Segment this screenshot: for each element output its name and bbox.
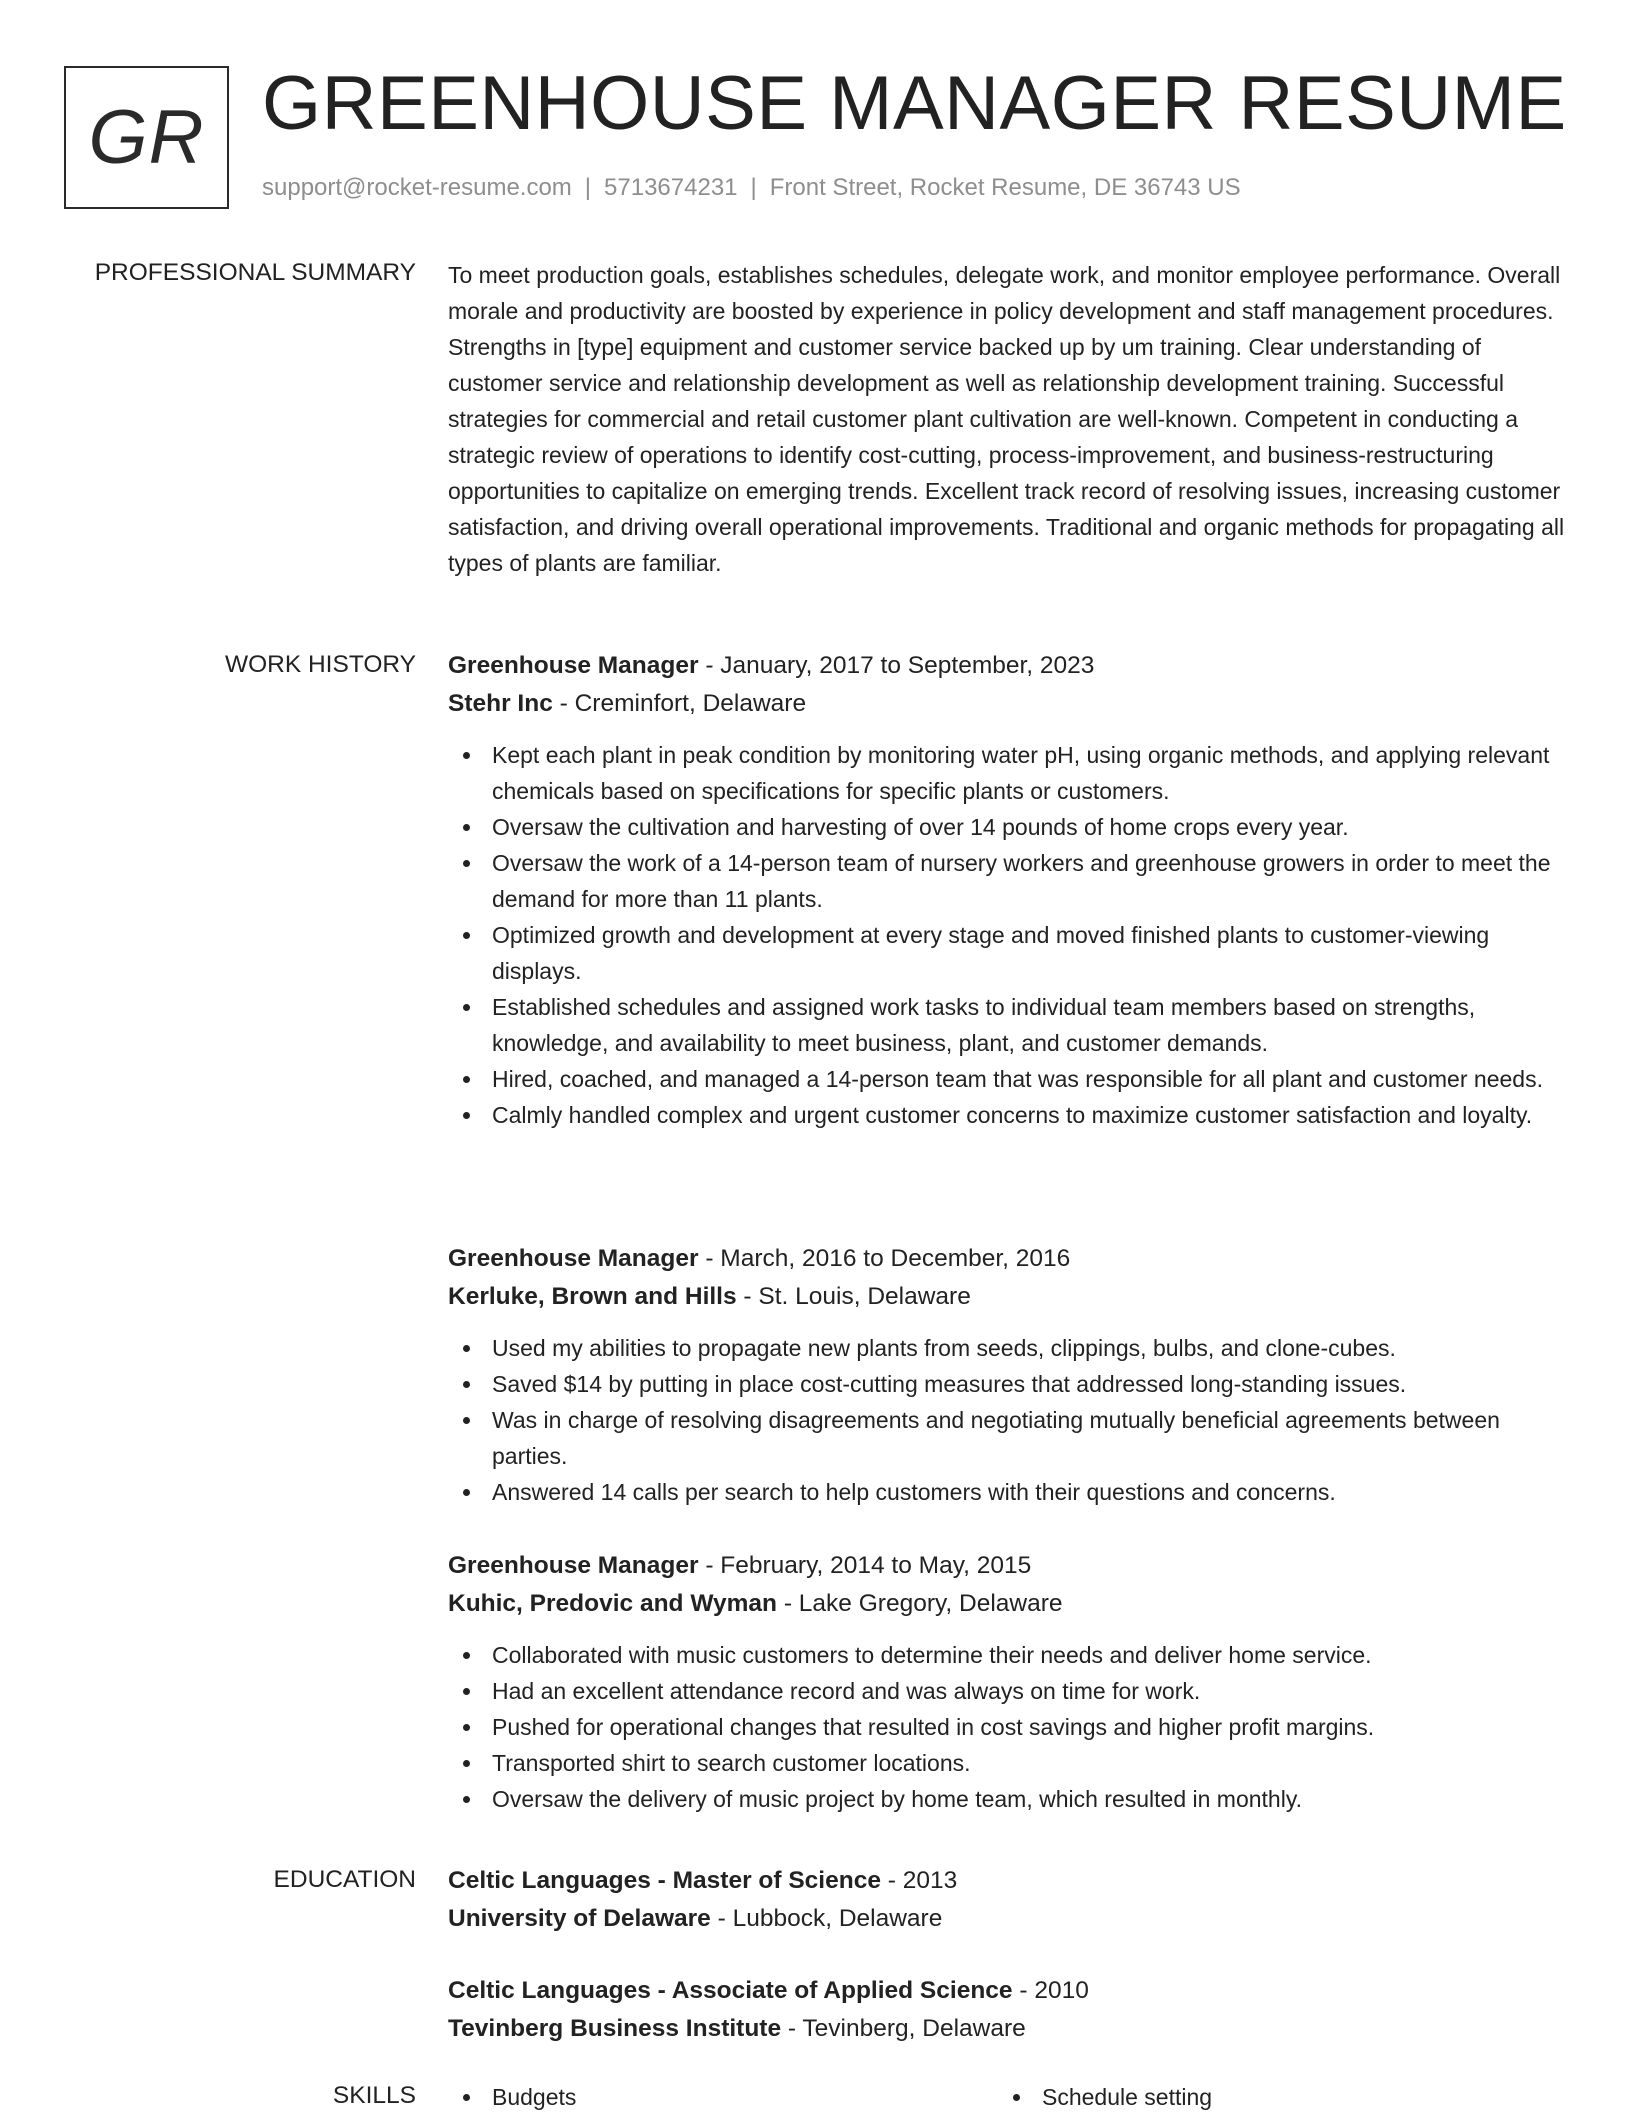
- skills-list-right: [998, 2079, 1548, 2112]
- job-title-line: [448, 1547, 1568, 1585]
- school-name: Tevinberg Business Institute: [448, 2015, 782, 2042]
- job-dates: - January, 2017 to September, 2023: [698, 652, 1095, 679]
- education-entry: [448, 1862, 1568, 1938]
- list-item: Calmly handled complex and urgent customer concerns to maximize customer satisfaction and loyalty.: [448, 1097, 1568, 1133]
- job-company-line: [448, 1585, 1568, 1623]
- contact-email[interactable]: support@rocket-resume.com: [262, 174, 572, 201]
- job-title: Greenhouse Manager: [448, 1552, 699, 1579]
- contact-separator: |: [584, 174, 592, 201]
- job-location: - St. Louis, Delaware: [736, 1283, 971, 1310]
- contact-line: [262, 174, 1241, 202]
- contact-address: Front Street, Rocket Resume, DE 36743 US: [769, 174, 1241, 201]
- degree-year: - 2010: [1012, 1977, 1089, 2004]
- job-bullets: [448, 1637, 1568, 1817]
- job-title-line: [448, 647, 1568, 685]
- job-company-line: [448, 685, 1568, 723]
- list-item: Used my abilities to propagate new plants from seeds, clippings, bulbs, and clone-cubes.: [448, 1330, 1568, 1366]
- skills-list-left: [448, 2079, 998, 2112]
- list-item: Oversaw the work of a 14-person team of nursery workers and greenhouse growers in order to meet the demand for more than 11 plants.: [448, 845, 1568, 917]
- list-item: Oversaw the cultivation and harvesting of over 14 pounds of home crops every year.: [448, 809, 1568, 845]
- list-item: Optimized growth and development at every stage and moved finished plants to customer-viewing displays.: [448, 917, 1568, 989]
- list-item: Kept each plant in peak condition by monitoring water pH, using organic methods, and applying relevant chemicals based on specifications for specific plants or customers.: [448, 737, 1568, 809]
- education-entry: [448, 1972, 1568, 2048]
- list-item: Oversaw the delivery of music project by home team, which resulted in monthly.: [448, 1781, 1568, 1817]
- school-location: - Lubbock, Delaware: [710, 1905, 943, 1932]
- list-item: Answered 14 calls per search to help customers with their questions and concerns.: [448, 1474, 1568, 1510]
- school-location: - Tevinberg, Delaware: [781, 2015, 1026, 2042]
- job-entry: [448, 1547, 1568, 1817]
- job-title: Greenhouse Manager: [448, 1245, 699, 1272]
- monogram-logo: GR: [64, 66, 229, 209]
- skill-item: Budgets: [448, 2079, 998, 2112]
- job-company: Stehr Inc: [448, 690, 553, 717]
- skills-columns: [448, 2079, 1568, 2112]
- job-company: Kerluke, Brown and Hills: [448, 1283, 737, 1310]
- job-location: - Lake Gregory, Delaware: [777, 1590, 1063, 1617]
- job-title: Greenhouse Manager: [448, 652, 699, 679]
- degree-name: Celtic Languages - Master of Science: [448, 1867, 881, 1894]
- job-dates: - March, 2016 to December, 2016: [698, 1245, 1071, 1272]
- job-bullets: [448, 1330, 1568, 1510]
- section-label-education: EDUCATION: [273, 1866, 416, 1893]
- resume-title: GREENHOUSE MANAGER RESUME: [262, 61, 1567, 146]
- job-entry: [448, 647, 1568, 1133]
- job-bullets: [448, 737, 1568, 1133]
- list-item: Was in charge of resolving disagreements and negotiating mutually beneficial agreements between parties.: [448, 1402, 1568, 1474]
- job-entry: [448, 1240, 1568, 1510]
- job-title-line: [448, 1240, 1568, 1278]
- school-line: [448, 1900, 1568, 1938]
- resume-header: [64, 61, 1567, 212]
- list-item: Saved $14 by putting in place cost-cutting measures that addressed long-standing issues.: [448, 1366, 1568, 1402]
- job-company-line: [448, 1278, 1568, 1316]
- school-line: [448, 2010, 1568, 2048]
- job-dates: - February, 2014 to May, 2015: [698, 1552, 1032, 1579]
- degree-line: [448, 1862, 1568, 1900]
- section-label-summary: PROFESSIONAL SUMMARY: [94, 259, 416, 286]
- list-item: Transported shirt to search customer locations.: [448, 1745, 1568, 1781]
- skill-item: Schedule setting: [998, 2079, 1548, 2112]
- section-label-work-history: WORK HISTORY: [224, 651, 416, 678]
- school-name: University of Delaware: [448, 1905, 711, 1932]
- contact-phone[interactable]: 5713674231: [604, 174, 738, 201]
- list-item: Established schedules and assigned work tasks to individual team members based on strengths, knowledge, and availability to meet business, plant, and customer demands.: [448, 989, 1568, 1061]
- degree-year: - 2013: [880, 1867, 958, 1894]
- contact-separator: |: [750, 174, 757, 201]
- list-item: Hired, coached, and managed a 14-person team that was responsible for all plant and customer needs.: [448, 1061, 1568, 1097]
- summary-text: To meet production goals, establishes schedules, delegate work, and monitor employee performance. Overall morale and productivity are boosted by experience in policy development and staff management procedures. Strengths in [type] equipment and customer service backed up by um training. Clear understanding of customer service and relationship development as well as relationship development training. Successful strategies for commercial and retail customer plant cultivation are well-known. Competent in conducting a strategic review of operations to identify cost-cutting, process-improvement, and business-restructuring opportunities to capitalize on emerging trends. Excellent track record of resolving issues, increasing customer satisfaction, and driving overall operational improvements. Traditional and organic methods for propagating all types of plants are familiar.: [448, 262, 1565, 576]
- job-company: Kuhic, Predovic and Wyman: [448, 1590, 778, 1617]
- job-location: - Creminfort, Delaware: [552, 690, 807, 717]
- list-item: Pushed for operational changes that resulted in cost savings and higher profit margins.: [448, 1709, 1568, 1745]
- degree-line: [448, 1972, 1568, 2010]
- list-item: Collaborated with music customers to determine their needs and deliver home service.: [448, 1637, 1568, 1673]
- list-item: Had an excellent attendance record and was always on time for work.: [448, 1673, 1568, 1709]
- section-label-skills: SKILLS: [332, 2082, 416, 2109]
- degree-name: Celtic Languages - Associate of Applied Science: [448, 1977, 1013, 2004]
